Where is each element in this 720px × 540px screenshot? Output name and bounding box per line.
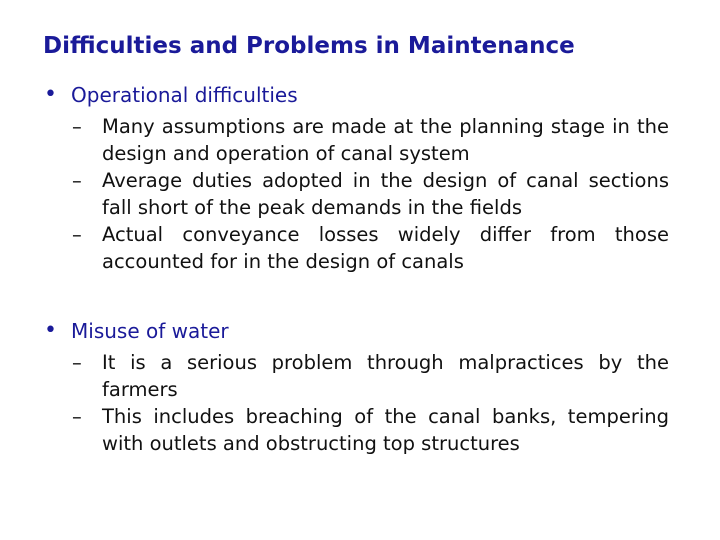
dash-icon: – xyxy=(72,115,82,138)
section-misuse-of-water xyxy=(0,319,720,457)
dash-icon: – xyxy=(72,169,82,192)
bullet-dot-icon: • xyxy=(44,318,57,343)
sub-item-text: Many assumptions are made at the planning stage in the design and operation of canal system xyxy=(102,115,669,165)
sub-item xyxy=(72,221,669,275)
sub-item-text: Actual conveyance losses widely differ from those accounted for in the design of canals xyxy=(102,223,669,273)
dash-icon: – xyxy=(72,351,82,374)
bullet-heading: Operational difficulties xyxy=(71,83,298,107)
sub-item-text: It is a serious problem through malpractices by the farmers xyxy=(102,351,669,401)
sub-item xyxy=(72,113,669,167)
sub-item-text: This includes breaching of the canal banks, tempering with outlets and obstructing top structures xyxy=(102,405,669,455)
bullet-dot-icon: • xyxy=(44,82,57,107)
sub-item-text: Average duties adopted in the design of canal sections fall short of the peak demands in the fields xyxy=(102,169,669,219)
dash-icon: – xyxy=(72,223,82,246)
sub-item xyxy=(72,403,669,457)
sub-item xyxy=(72,167,669,221)
slide-title: Difficulties and Problems in Maintenance xyxy=(43,33,575,59)
bullet-row xyxy=(0,83,720,113)
dash-icon: – xyxy=(72,405,82,428)
bullet-row xyxy=(0,319,720,349)
section-operational-difficulties xyxy=(0,83,720,275)
bullet-heading: Misuse of water xyxy=(71,319,229,343)
sub-item xyxy=(72,349,669,403)
